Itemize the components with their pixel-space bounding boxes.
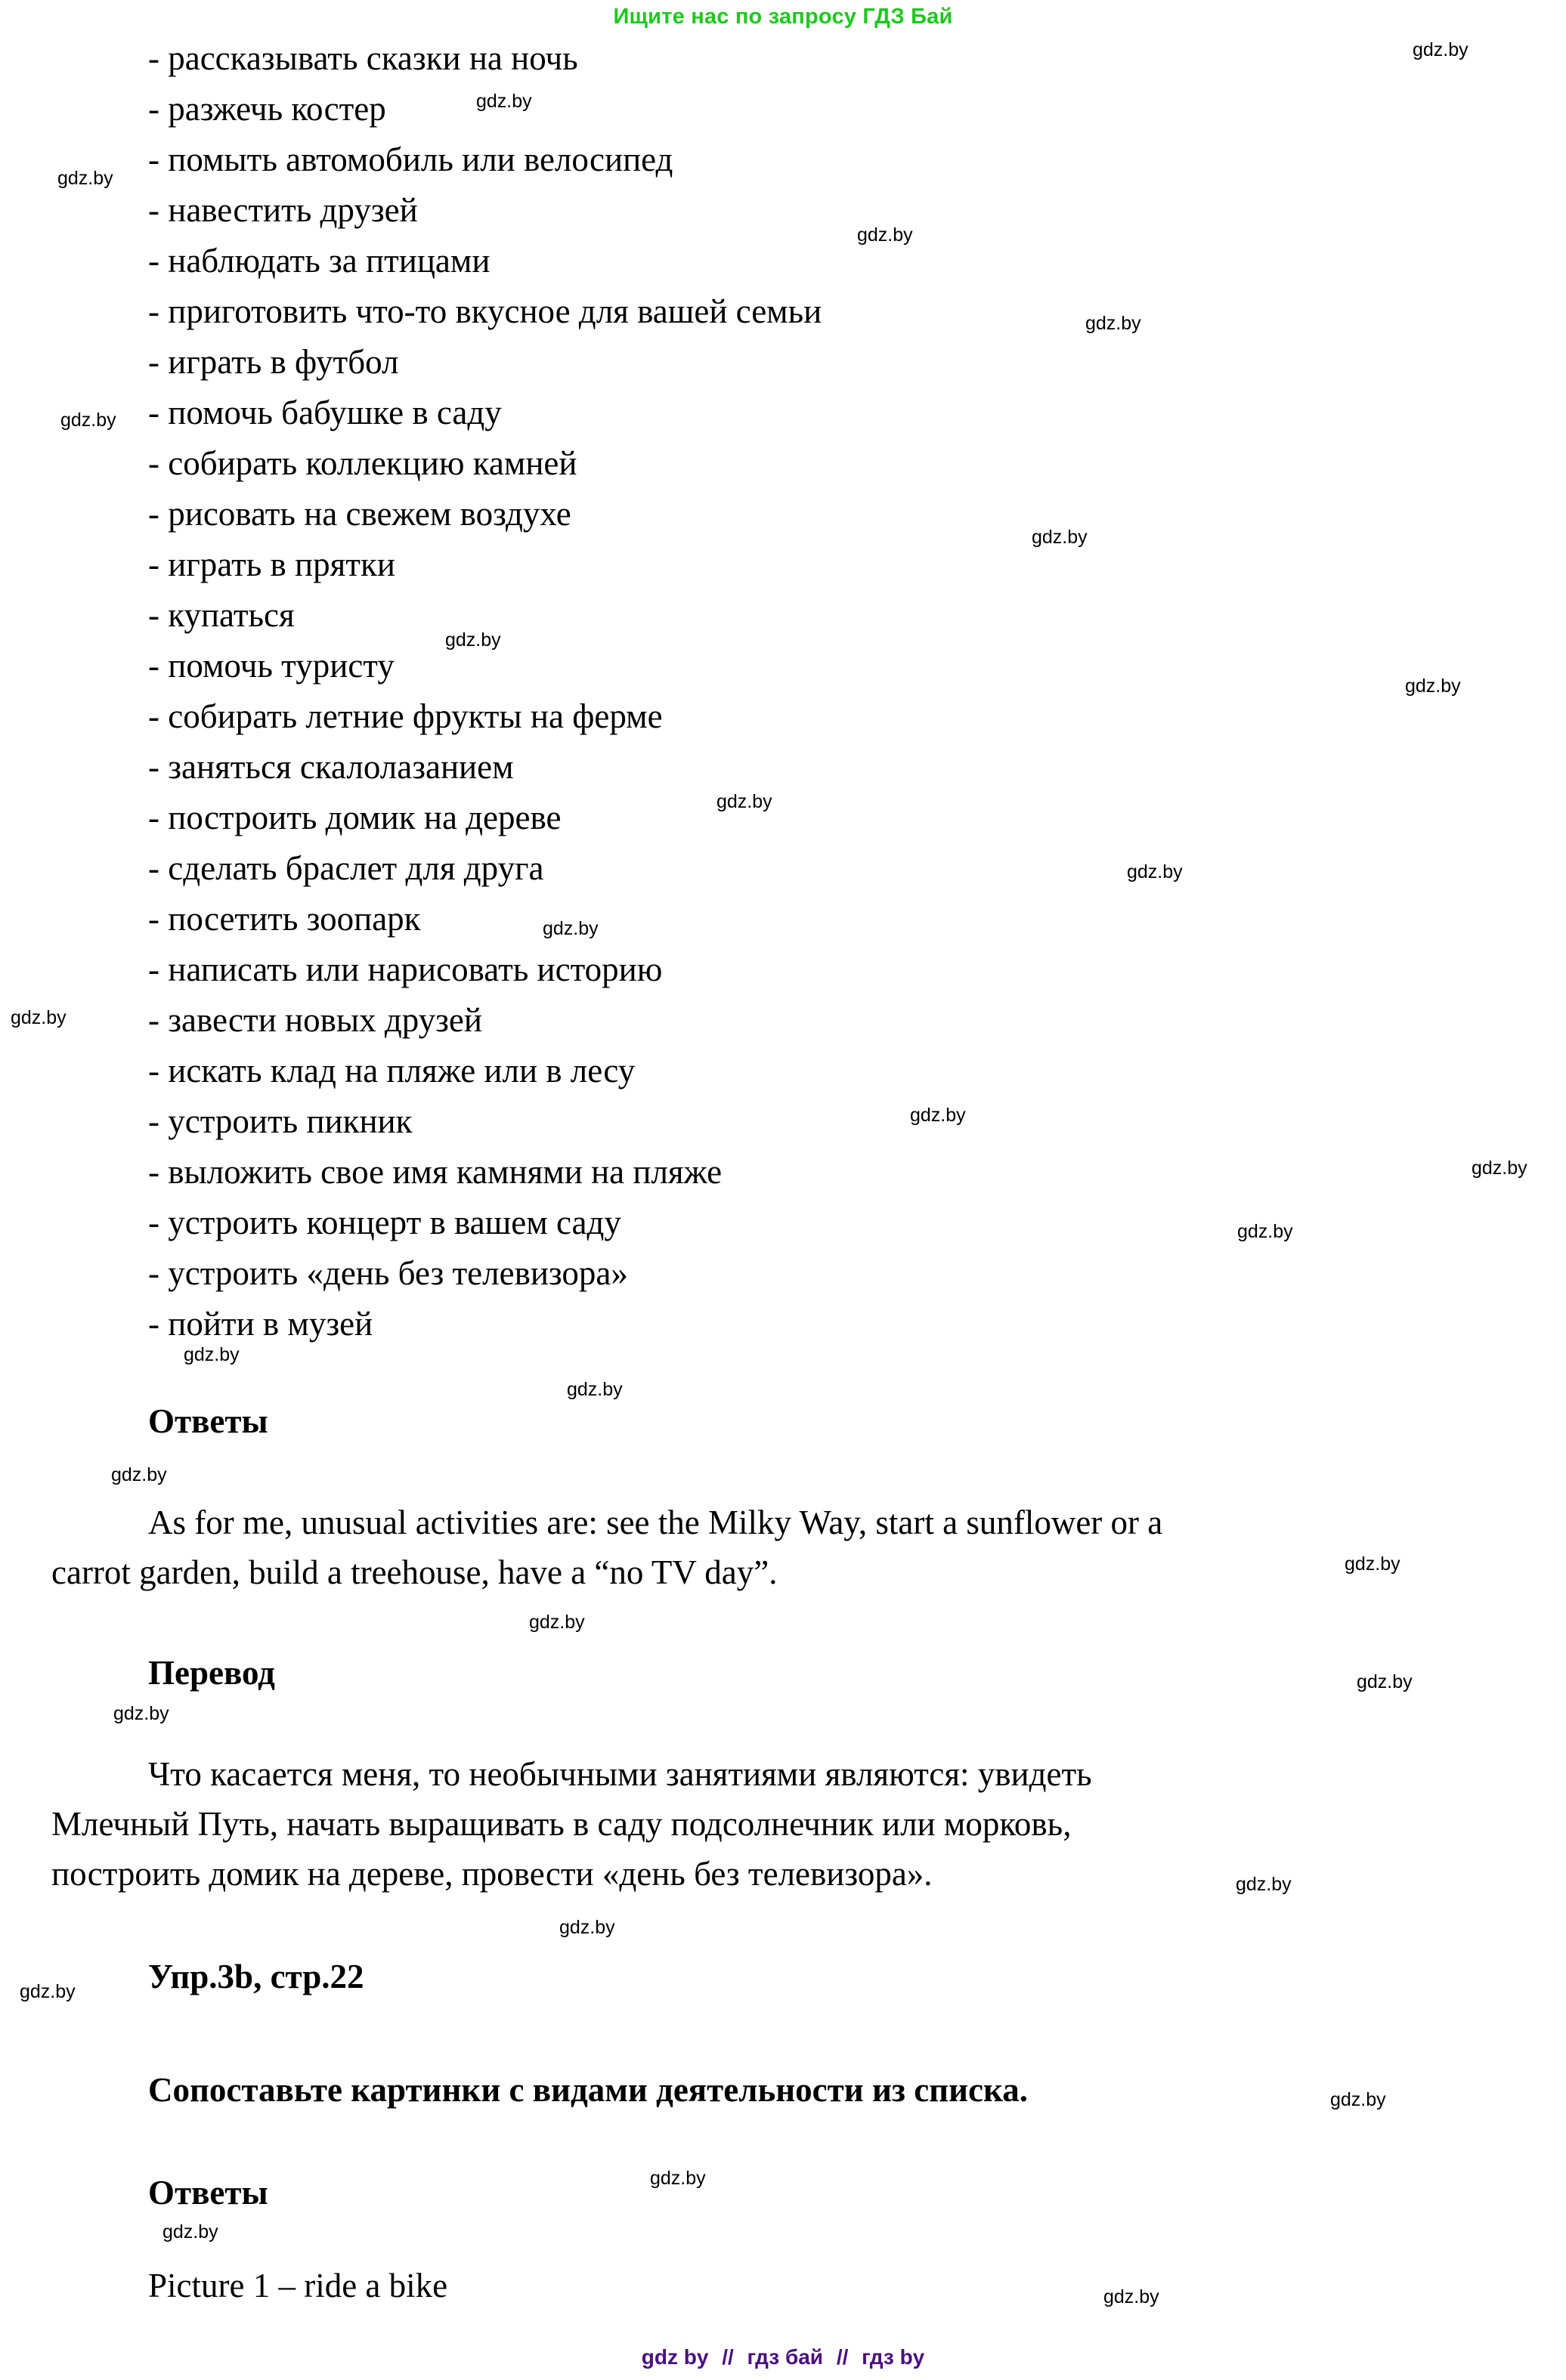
- watermark: gdz.by: [543, 918, 599, 939]
- translation-ru-line-1: Что касается меня, то необычными занятиями являются: увидеть: [148, 1755, 1092, 1793]
- list-item: - купаться: [148, 596, 295, 634]
- promo-banner: Ищите нас по запросу ГДЗ Бай: [613, 5, 953, 29]
- watermark: gdz.by: [476, 91, 532, 112]
- watermark: gdz.by: [567, 1379, 623, 1400]
- activity-list: [148, 33, 1433, 1349]
- watermark: gdz.by: [1127, 861, 1183, 882]
- list-item: - устроить пикник: [148, 1102, 413, 1140]
- translation-paragraph-ru: [51, 1749, 1518, 1899]
- picture-answer: Picture 1 – ride a bike: [148, 2267, 448, 2304]
- list-item: - пойти в музей: [148, 1305, 373, 1343]
- list-item: - помочь бабушке в саду: [148, 394, 502, 431]
- list-item: - посетить зоопарк: [148, 900, 421, 938]
- list-item: - выложить свое имя камнями на пляже: [148, 1153, 723, 1191]
- watermark: gdz.by: [1357, 1671, 1413, 1692]
- watermark: gdz.by: [11, 1007, 67, 1028]
- watermark: gdz.by: [1103, 2286, 1159, 2307]
- exercise-heading: Упр.3b, стр.22: [148, 1958, 364, 1995]
- watermark: gdz.by: [111, 1464, 167, 1485]
- list-item: - построить домик на дереве: [148, 799, 562, 836]
- list-item: - играть в прятки: [148, 546, 395, 583]
- footer-separator-2: //: [836, 2345, 849, 2369]
- watermark: gdz.by: [1472, 1158, 1527, 1179]
- watermark: gdz.by: [650, 2168, 706, 2189]
- list-item: - наблюдать за птицами: [148, 242, 491, 280]
- watermark: gdz.by: [1085, 313, 1141, 334]
- answers-heading-2: Ответы: [148, 2174, 268, 2212]
- watermark: gdz.by: [559, 1917, 615, 1938]
- list-item: - рассказывать сказки на ночь: [148, 39, 578, 77]
- task-instruction: Сопоставьте картинки с видами деятельности из списка.: [148, 2071, 1029, 2109]
- watermark: gdz.by: [1330, 2089, 1386, 2110]
- list-item: - разжечь костер: [148, 90, 386, 128]
- watermark: gdz.by: [184, 1344, 240, 1365]
- list-item: - заняться скалолазанием: [148, 748, 514, 786]
- footer-left: gdz by: [641, 2345, 709, 2369]
- list-item: - помочь туристу: [148, 647, 395, 685]
- translation-ru-line-3: построить домик на дереве, провести «день без телевизора».: [51, 1855, 933, 1893]
- list-item: - приготовить что-то вкусное для вашей семьи: [148, 292, 822, 330]
- watermark: gdz.by: [910, 1105, 966, 1126]
- translation-heading: Перевод: [148, 1654, 275, 1692]
- watermark: gdz.by: [857, 224, 913, 246]
- watermark: gdz.by: [1405, 675, 1461, 697]
- list-item: - помыть автомобиль или велосипед: [148, 141, 673, 178]
- list-item: - сделать браслет для друга: [148, 849, 544, 887]
- watermark: gdz.by: [60, 410, 116, 431]
- list-item: - завести новых друзей: [148, 1001, 482, 1039]
- watermark: gdz.by: [1345, 1553, 1400, 1575]
- footer-middle: гдз бай: [747, 2345, 824, 2369]
- answer-en-line-1: As for me, unusual activities are: see the Milky Way, start a sunflower or a: [148, 1504, 1163, 1541]
- watermark: gdz.by: [445, 629, 501, 651]
- watermark: gdz.by: [1236, 1874, 1292, 1895]
- watermark: gdz.by: [716, 791, 772, 812]
- list-item: - собирать коллекцию камней: [148, 444, 577, 482]
- list-item: - навестить друзей: [148, 191, 418, 229]
- footer-separator-1: //: [722, 2345, 734, 2369]
- watermark: gdz.by: [1237, 1221, 1293, 1242]
- list-item: - устроить «день без телевизора»: [148, 1254, 628, 1292]
- watermark: gdz.by: [113, 1703, 169, 1724]
- list-item: - играть в футбол: [148, 343, 399, 381]
- footer-right: гдз by: [862, 2345, 925, 2369]
- site-footer: [0, 2345, 1566, 2369]
- watermark: gdz.by: [529, 1612, 585, 1633]
- watermark: gdz.by: [1413, 39, 1469, 60]
- list-item: - искать клад на пляже или в лесу: [148, 1052, 636, 1090]
- watermark: gdz.by: [57, 168, 113, 189]
- answers-heading: Ответы: [148, 1402, 268, 1440]
- list-item: - написать или нарисовать историю: [148, 950, 663, 988]
- watermark: gdz.by: [162, 2221, 218, 2242]
- answer-paragraph-en: [51, 1498, 1514, 1597]
- list-item: - устроить концерт в вашем саду: [148, 1204, 621, 1241]
- translation-ru-line-2: Млечный Путь, начать выращивать в саду подсолнечник или морковь,: [51, 1805, 1072, 1843]
- watermark: gdz.by: [1032, 527, 1088, 548]
- answer-en-line-2: carrot garden, build a treehouse, have a “no TV day”.: [51, 1553, 778, 1591]
- list-item: - собирать летние фрукты на ферме: [148, 697, 663, 735]
- watermark: gdz.by: [20, 1981, 76, 2002]
- list-item: - рисовать на свежем воздухе: [148, 495, 571, 533]
